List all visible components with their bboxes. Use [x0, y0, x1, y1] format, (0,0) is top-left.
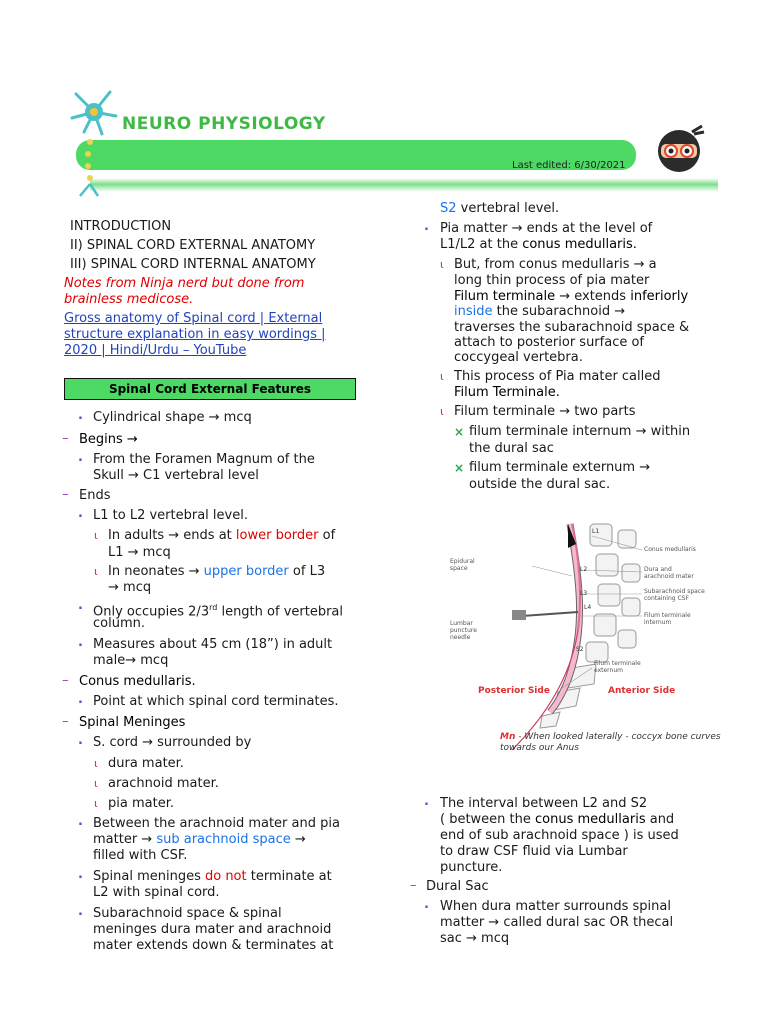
mn-text-2: towards our Anus: [500, 743, 579, 753]
dural-sac-1: When dura matter surrounds spinal: [440, 899, 671, 914]
youtube-link-line-3[interactable]: 2020 | Hindi/Urdu – YouTube: [64, 343, 247, 358]
l1-l2-level: L1 to L2 vertebral level.: [93, 508, 248, 523]
subarachnoid-3: mater extends down & terminates at: [93, 938, 334, 953]
only-column: column.: [93, 616, 145, 631]
adults-mcq: L1 → mcq: [108, 545, 171, 560]
but-3: [454, 289, 688, 305]
but-7: coccygeal vertebra.: [454, 350, 583, 365]
youtube-link-line-1[interactable]: Gross anatomy of Spinal cord | External: [64, 311, 323, 326]
measures-1: Measures about 45 cm (18”) in adult: [93, 637, 333, 652]
internum-2: the dural sac: [469, 441, 554, 456]
bullet-dot: .: [78, 733, 83, 748]
but-1: But, from conus medullaris → a: [454, 257, 657, 272]
only-text: Only occupies 2/3: [93, 604, 210, 620]
label-internum: [644, 612, 691, 626]
neonates-text: In neonates →: [108, 564, 204, 579]
toc-introduction: INTRODUCTION: [70, 219, 172, 234]
bullet-dash: –: [62, 714, 69, 729]
upper-border-text: upper border: [203, 564, 289, 579]
vertebra-l3: L3: [580, 590, 588, 597]
between-arrow: →: [290, 832, 306, 847]
bullet-dot: .: [424, 219, 429, 234]
interval-2: [440, 812, 674, 828]
mnemonic-caption: [500, 732, 721, 754]
terminate-text: terminate at: [246, 869, 332, 884]
label-anterior-side: Anterior Side: [608, 686, 676, 696]
notes-line-1: Notes from Ninja nerd but done from: [64, 276, 305, 291]
subarachnoid-text: the subarachnoid →: [492, 304, 626, 319]
bullet-dash: –: [62, 431, 69, 446]
bullet-dot: .: [78, 904, 83, 919]
adults-of: of: [318, 528, 336, 543]
conus-medullaris-text: conus medullaris.: [522, 237, 637, 252]
spinal-meninges-1: [93, 869, 332, 885]
spinal-text: Spinal meninges: [93, 869, 205, 884]
filum-terminale-text: Filum terminale: [454, 289, 556, 304]
vertebra-l4: L4: [584, 604, 592, 611]
inferiorly-text: inferiorly: [630, 289, 689, 304]
containing-csf-text: containing CSF: [644, 595, 689, 602]
arachnoid-mater-text: arachnoid mater: [644, 573, 694, 580]
bullet-dot: .: [78, 867, 83, 882]
two-parts: Filum terminale → two parts: [454, 404, 636, 419]
lumbar-text: Lumbar: [450, 620, 473, 627]
bullet-dot: .: [78, 408, 83, 423]
bullet-dot: .: [78, 598, 83, 613]
process-1: This process of Pia mater called: [454, 369, 661, 384]
conus-heading: Conus medullaris.: [79, 674, 196, 689]
interval-3: end of sub arachnoid space ) is used: [440, 828, 679, 843]
neonates-mcq: → mcq: [108, 580, 152, 595]
mn-text: - When looked laterally - coccyx bone curves: [515, 732, 721, 742]
conus-point: Point at which spinal cord terminates.: [93, 694, 339, 709]
spine-illustration: [472, 520, 722, 760]
bullet-dash: –: [62, 487, 69, 502]
youtube-link-line-2[interactable]: structure explanation in easy wordings |: [64, 327, 326, 342]
bullet-x-icon: ×: [454, 461, 465, 475]
page-title: NEURO PHYSIOLOGY: [122, 114, 326, 134]
pia-mater: pia mater.: [108, 796, 174, 811]
but-4: [454, 304, 625, 320]
spinal-meninges-2: L2 with spinal cord.: [93, 885, 220, 900]
only-length: length of vertebral: [217, 604, 343, 620]
label-lumbar-needle: [450, 620, 477, 641]
bullet-dot: .: [78, 692, 83, 707]
bullet-l: ι: [94, 529, 98, 542]
adults-line: [108, 528, 335, 544]
bullet-l: ι: [94, 777, 98, 790]
but-5: traverses the subarachnoid space &: [454, 320, 690, 335]
interval-5: puncture.: [440, 860, 503, 875]
label-epidural: [450, 558, 475, 572]
interval-and: and: [645, 812, 675, 827]
but-2: long thin process of pia mater: [454, 273, 650, 288]
bullet-l: ι: [94, 757, 98, 770]
process-2: Filum Terminale.: [454, 385, 560, 400]
label-externum: [594, 660, 641, 674]
dural-sac-heading: Dural Sac: [426, 879, 489, 894]
vertebra-s2: S2: [576, 646, 584, 653]
cylindrical-shape: Cylindrical shape → mcq: [93, 410, 252, 425]
from-foramen-1: From the Foramen Magnum of the: [93, 452, 315, 467]
label-conus: Conus medullaris: [644, 546, 696, 553]
conus-medullaris-ref: conus medullaris: [535, 812, 646, 827]
but-6: attach to posterior surface of: [454, 335, 644, 350]
dura-and-text: Dura and: [644, 566, 672, 573]
bullet-x-icon: ×: [454, 425, 465, 439]
extends-text: → extends: [555, 289, 631, 304]
pia-ends-1: Pia matter → ends at the level of: [440, 221, 653, 236]
scord-surrounded: S. cord → surrounded by: [93, 735, 252, 750]
arachnoid-mater: arachnoid mater.: [108, 776, 219, 791]
filum-terminale-int-text: Filum terminale: [644, 612, 691, 619]
interval-4: to draw CSF fluid via Lumbar: [440, 844, 628, 859]
pia-l1l2: L1/L2 at the: [440, 237, 523, 252]
mn-label: Mn: [500, 732, 516, 742]
do-not-text: do not: [204, 869, 247, 884]
header-underline: [90, 178, 718, 192]
externum-1: filum terminale externum →: [469, 460, 651, 475]
s2-vertebral: vertebral level.: [456, 201, 560, 216]
subarachnoid-2: meninges dura mater and arachnoid: [93, 922, 332, 937]
label-dura: [644, 566, 694, 580]
adults-text: In adults → ends at: [108, 528, 236, 543]
filum-terminale-ext-text: Filum terminale: [594, 660, 641, 667]
s2-text: S2: [440, 201, 457, 216]
bullet-dot: .: [78, 635, 83, 650]
dural-sac-2: matter → called dural sac OR thecal: [440, 915, 674, 930]
bullet-l: ι: [440, 370, 444, 383]
toc-internal-anatomy: III) SPINAL CORD INTERNAL ANATOMY: [70, 257, 316, 272]
sub-arachnoid-space-text: sub arachnoid space: [156, 832, 291, 847]
between-matter: matter →: [93, 832, 157, 847]
bullet-dot: .: [78, 814, 83, 829]
subarachnoid-space-text: Subarachnoid space: [644, 588, 705, 595]
from-foramen-2: Skull → C1 vertebral level: [93, 468, 259, 483]
between-1: Between the arachnoid mater and pia: [93, 816, 340, 831]
last-edited: Last edited: 6/30/2021: [512, 160, 626, 171]
label-subarachnoid: [644, 588, 705, 602]
bullet-l: ι: [440, 405, 444, 418]
begins-heading: Begins →: [79, 432, 138, 447]
toc-external-anatomy: II) SPINAL CORD EXTERNAL ANATOMY: [70, 238, 316, 253]
meninges-heading: Spinal Meninges: [79, 715, 186, 730]
interval-1: The interval between L2 and S2: [440, 796, 648, 811]
puncture-text: puncture: [450, 627, 477, 634]
lower-border-text: lower border: [235, 528, 319, 543]
bullet-l: ι: [440, 258, 444, 271]
notes-line-2: brainless medicose.: [64, 292, 194, 307]
internum-text: internum: [644, 619, 672, 626]
between-2: [93, 832, 306, 848]
measures-2: male→ mcq: [93, 653, 169, 668]
neonates-of-l3: of L3: [288, 564, 326, 579]
space-text: space: [450, 565, 468, 572]
bullet-dash: –: [62, 673, 69, 688]
bullet-dot: .: [78, 450, 83, 465]
externum-2: outside the dural sac.: [469, 477, 611, 492]
bullet-dot: .: [424, 897, 429, 912]
needle-text: needle: [450, 634, 471, 641]
bullet-l: ι: [94, 565, 98, 578]
subarachnoid-1: Subarachnoid space & spinal: [93, 906, 282, 921]
youtube-link[interactable]: [64, 311, 326, 359]
neuron-icon: [66, 88, 122, 198]
pia-ends-2: [440, 237, 637, 253]
ninja-avatar-icon: [652, 124, 706, 174]
interval-between: ( between the: [440, 812, 536, 827]
epidural-text: Epidural: [450, 558, 475, 565]
bullet-dot: .: [424, 794, 429, 809]
bullet-dash: –: [410, 878, 417, 893]
vertebra-l2: L2: [580, 566, 588, 573]
dural-sac-3: sac → mcq: [440, 931, 510, 946]
superscript-rd: rd: [209, 603, 218, 612]
internum-1: filum terminale internum → within: [469, 424, 691, 439]
vertebra-l1: L1: [592, 528, 600, 535]
bullet-dot: .: [78, 506, 83, 521]
inside-text: inside: [454, 304, 493, 319]
s2-level: [440, 201, 559, 217]
spinal-cord-diagram: [450, 520, 722, 764]
between-3: filled with CSF.: [93, 848, 188, 863]
label-posterior-side: Posterior Side: [478, 686, 550, 696]
externum-text: externum: [594, 667, 623, 674]
section-heading: Spinal Cord External Features: [64, 378, 356, 400]
bullet-l: ι: [94, 797, 98, 810]
dura-mater: dura mater.: [108, 756, 184, 771]
ends-heading: Ends: [79, 488, 111, 503]
neonates-line: [108, 564, 325, 580]
